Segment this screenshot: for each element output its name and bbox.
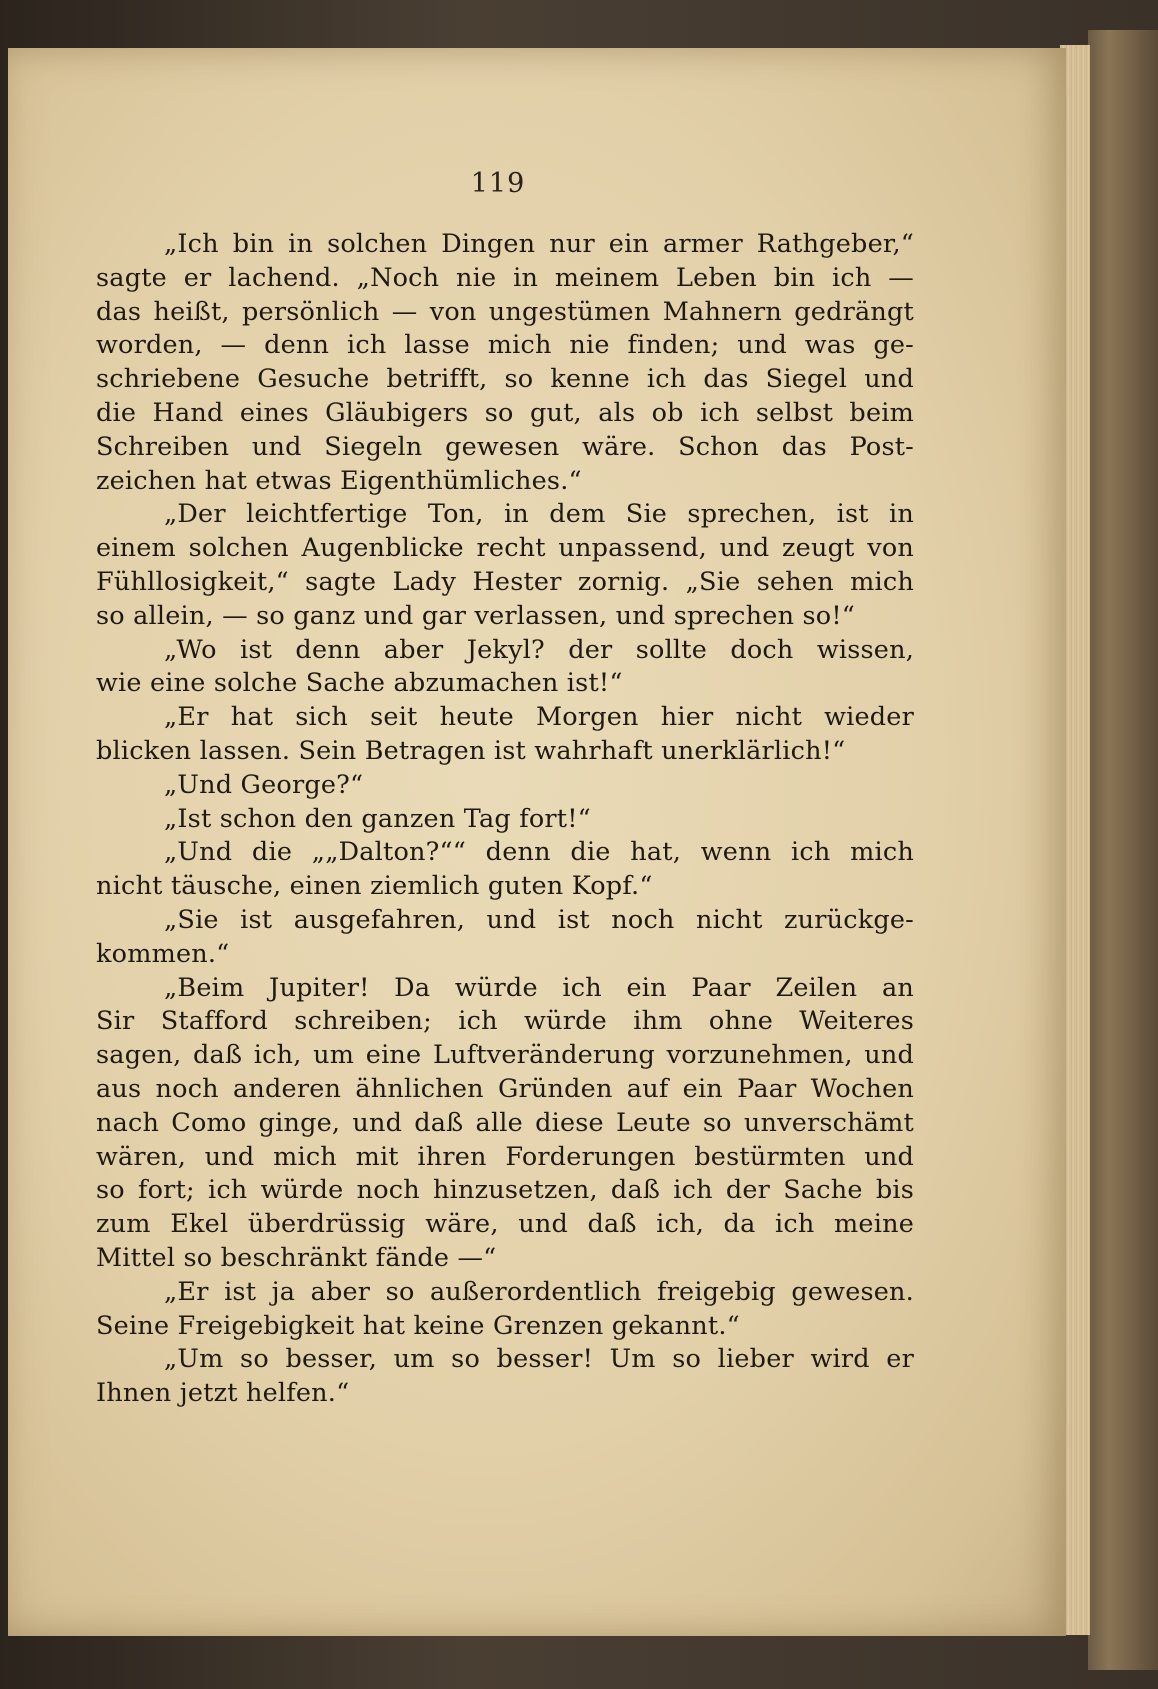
text-line: die Hand eines Gläubigers so gut, als ob ich selbst beim bbox=[96, 397, 914, 428]
text-line: Seine Freigebigkeit hat keine Grenzen gekannt.“ bbox=[96, 1310, 740, 1341]
text-line: Mittel so beschränkt fände —“ bbox=[96, 1242, 497, 1273]
book-spine-edge bbox=[1088, 30, 1158, 1670]
text-line: nicht täusche, einen ziemlich guten Kopf.“ bbox=[96, 871, 653, 902]
text-line: wären, und mich mit ihren Forderungen bestürmten und bbox=[96, 1141, 914, 1172]
text-line: sagte er lachend. „Noch nie in meinem Leben bin ich — bbox=[96, 262, 914, 293]
text-line: „Ist schon den ganzen Tag fort!“ bbox=[164, 803, 591, 834]
text-line: das heißt, persönlich — von ungestümen Mahnern gedrängt bbox=[96, 296, 914, 327]
text-line: Fühllosigkeit,“ sagte Lady Hester zornig. „Sie sehen mich bbox=[96, 566, 914, 597]
text-line: „Und George?“ bbox=[164, 769, 364, 800]
text-line: Schreiben und Siegeln gewesen wäre. Schon das Post- bbox=[96, 431, 914, 462]
text-line: sagen, daß ich, um eine Luftveränderung vorzunehmen, und bbox=[96, 1040, 914, 1071]
text-line: „Beim Jupiter! Da würde ich ein Paar Zeilen an bbox=[164, 972, 914, 1003]
text-line: aus noch anderen ähnlichen Gründen auf ein Paar Wochen bbox=[96, 1073, 914, 1104]
text-line: „Sie ist ausgefahren, und ist noch nicht zurückge- bbox=[164, 904, 914, 935]
text-line: „Und die „„Dalton?““ denn die hat, wenn ich mich bbox=[164, 837, 914, 868]
text-line: Ihnen jetzt helfen.“ bbox=[96, 1378, 350, 1409]
text-line: so allein, — so ganz und gar verlassen, und sprechen so!“ bbox=[96, 600, 856, 631]
text-line: „Ich bin in solchen Dingen nur ein armer Rathgeber,“ bbox=[164, 229, 914, 259]
text-line: worden, — denn ich lasse mich nie finden; und was ge- bbox=[96, 330, 914, 361]
text-line: einem solchen Augenblicke recht unpassend, und zeugt von bbox=[96, 533, 914, 564]
book-page bbox=[8, 48, 1066, 1636]
text-line: „Er hat sich seit heute Morgen hier nicht wieder bbox=[164, 702, 914, 733]
text-line: so fort; ich würde noch hinzusetzen, daß ich der Sache bis bbox=[96, 1175, 914, 1206]
page-number: 119 bbox=[470, 168, 526, 199]
text-line: zeichen hat etwas Eigenthümliches.“ bbox=[96, 465, 582, 496]
text-line: „Der leichtfertige Ton, in dem Sie sprechen, ist in bbox=[164, 499, 914, 530]
text-line: schriebene Gesuche betrifft, so kenne ich das Siegel und bbox=[96, 364, 914, 395]
text-line: „Er ist ja aber so außerordentlich freigebig gewesen. bbox=[164, 1276, 914, 1307]
text-line: Sir Stafford schreiben; ich würde ihm ohne Weiteres bbox=[96, 1006, 914, 1037]
text-line: zum Ekel überdrüssig wäre, und daß ich, da ich meine bbox=[96, 1209, 914, 1240]
text-line: nach Como ginge, und daß alle diese Leute so unverschämt bbox=[96, 1107, 914, 1138]
text-line: „Wo ist denn aber Jekyl? der sollte doch wissen, bbox=[164, 634, 914, 665]
text-line: wie eine solche Sache abzumachen ist!“ bbox=[96, 668, 623, 699]
text-line: blicken lassen. Sein Betragen ist wahrhaft unerklärlich!“ bbox=[96, 735, 846, 766]
text-line: kommen.“ bbox=[96, 938, 230, 969]
text-line: „Um so besser, um so besser! Um so lieber wird er bbox=[164, 1344, 914, 1375]
body-text bbox=[96, 228, 914, 1411]
